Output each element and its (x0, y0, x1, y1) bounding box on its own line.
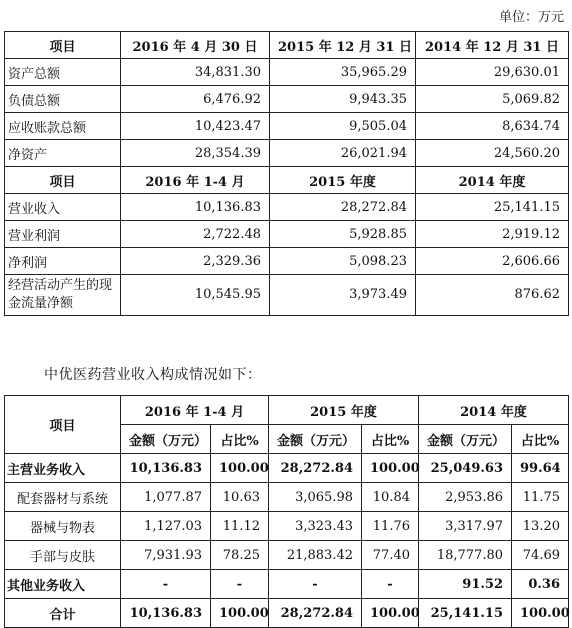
cell-value: 10.84 (362, 483, 419, 512)
cell-value: 5,098.23 (270, 248, 416, 275)
cell-value: 25,141.15 (416, 194, 569, 221)
cell-value: 5,928.85 (270, 221, 416, 248)
period-header: 2016 年 1-4 月 (121, 396, 269, 425)
period-header: 2014 年度 (419, 396, 569, 425)
column-header: 2016 年 1-4 月 (121, 167, 270, 194)
cell-value: 3,323.43 (269, 512, 362, 541)
row-label: 资产总额 (5, 59, 121, 86)
period-header: 2015 年度 (269, 396, 419, 425)
row-label: 负债总额 (5, 86, 121, 113)
cell-value: 77.40 (362, 541, 419, 570)
column-header: 2016 年 4 月 30 日 (121, 32, 270, 59)
cell-value: 2,606.66 (416, 248, 569, 275)
cell-value: 100.00 (211, 599, 269, 628)
cell-value: 10,423.47 (121, 113, 270, 140)
cell-value: 10,136.83 (121, 599, 211, 628)
cell-value: 29,630.01 (416, 59, 569, 86)
cell-value: 2,329.36 (121, 248, 270, 275)
column-header: 2015 年 12 月 31 日 (270, 32, 416, 59)
financial-summary-table (4, 31, 569, 316)
row-label: 经营活动产生的现金流量净额 (5, 275, 121, 316)
table-header-row (5, 167, 569, 194)
row-label: 营业收入 (5, 194, 121, 221)
cell-value: 25,141.15 (419, 599, 512, 628)
cell-value: 9,505.04 (270, 113, 416, 140)
unit-label: 单位：万元 (498, 10, 564, 25)
cell-value: 3,973.49 (270, 275, 416, 316)
revenue-composition-caption: 中优医药营业收入构成情况如下： (44, 367, 262, 383)
cell-value: 78.25 (211, 541, 269, 570)
cell-value: 28,354.39 (121, 140, 270, 167)
table-row (5, 248, 569, 275)
cell-value: 10,136.83 (121, 194, 270, 221)
amount-header: 金额（万元） (269, 425, 362, 454)
cell-value: 11.76 (362, 512, 419, 541)
cell-value: - (211, 570, 269, 599)
cell-value: 1,077.87 (121, 483, 211, 512)
row-label: 净资产 (5, 140, 121, 167)
table-row (5, 140, 569, 167)
cell-value: 10,545.95 (121, 275, 270, 316)
revenue-composition-table (4, 395, 569, 628)
row-label: 净利润 (5, 248, 121, 275)
cell-value: 3,317.97 (419, 512, 512, 541)
cell-value: 10.63 (211, 483, 269, 512)
cell-value: 10,136.83 (121, 454, 211, 483)
cell-value: 28,272.84 (270, 194, 416, 221)
cell-value: 35,965.29 (270, 59, 416, 86)
row-label: 其他业务收入 (5, 570, 121, 599)
column-header: 项目 (5, 167, 121, 194)
cell-value: - (121, 570, 211, 599)
ratio-header: 占比% (362, 425, 419, 454)
table-header-row (5, 32, 569, 59)
row-label: 营业利润 (5, 221, 121, 248)
cell-value: 28,272.84 (269, 599, 362, 628)
cell-value: 24,560.20 (416, 140, 569, 167)
cell-value: 74.69 (512, 541, 569, 570)
cell-value: 5,069.82 (416, 86, 569, 113)
table-row (5, 194, 569, 221)
cell-value: 13.20 (512, 512, 569, 541)
table-row (5, 113, 569, 140)
cell-value: 25,049.63 (419, 454, 512, 483)
table-row (5, 221, 569, 248)
cell-value: - (269, 570, 362, 599)
row-label: 手部与皮肤 (5, 541, 121, 570)
cell-value: 100.00 (362, 599, 419, 628)
column-header: 2014 年 12 月 31 日 (416, 32, 569, 59)
ratio-header: 占比% (512, 425, 569, 454)
cell-value: 91.52 (419, 570, 512, 599)
cell-value: 1,127.03 (121, 512, 211, 541)
cell-value: 100.00 (512, 599, 569, 628)
row-label: 配套器材与系统 (5, 483, 121, 512)
cell-value: 18,777.80 (419, 541, 512, 570)
cell-value: 26,021.94 (270, 140, 416, 167)
table-row (5, 454, 569, 483)
table-row (5, 86, 569, 113)
row-label: 合计 (5, 599, 121, 628)
cell-value: 100.00 (362, 454, 419, 483)
cell-value: 34,831.30 (121, 59, 270, 86)
table-row (5, 59, 569, 86)
row-label: 器械与物表 (5, 512, 121, 541)
row-label: 主营业务收入 (5, 454, 121, 483)
cell-value: 9,943.35 (270, 86, 416, 113)
cell-value: 2,953.86 (419, 483, 512, 512)
cell-value: 0.36 (512, 570, 569, 599)
cell-value: 11.12 (211, 512, 269, 541)
cell-value: 99.64 (512, 454, 569, 483)
table-row (5, 599, 569, 628)
row-label: 应收账款总额 (5, 113, 121, 140)
table-row (5, 541, 569, 570)
cell-value: 21,883.42 (269, 541, 362, 570)
column-header: 项目 (5, 32, 121, 59)
cell-value: 2,722.48 (121, 221, 270, 248)
amount-header: 金额（万元） (121, 425, 211, 454)
cell-value: 28,272.84 (269, 454, 362, 483)
cell-value: 7,931.93 (121, 541, 211, 570)
cell-value: 11.75 (512, 483, 569, 512)
cell-value: - (362, 570, 419, 599)
cell-value: 876.62 (416, 275, 569, 316)
column-header: 2015 年度 (270, 167, 416, 194)
cell-value: 3,065.98 (269, 483, 362, 512)
amount-header: 金额（万元） (419, 425, 512, 454)
cell-value: 8,634.74 (416, 113, 569, 140)
item-header: 项目 (5, 396, 121, 454)
table-row (5, 512, 569, 541)
cell-value: 6,476.92 (121, 86, 270, 113)
cell-value: 2,919.12 (416, 221, 569, 248)
table-row (5, 275, 569, 316)
column-header: 2014 年度 (416, 167, 569, 194)
table-row (5, 570, 569, 599)
cell-value: 100.00 (211, 454, 269, 483)
ratio-header: 占比% (211, 425, 269, 454)
table-row (5, 483, 569, 512)
